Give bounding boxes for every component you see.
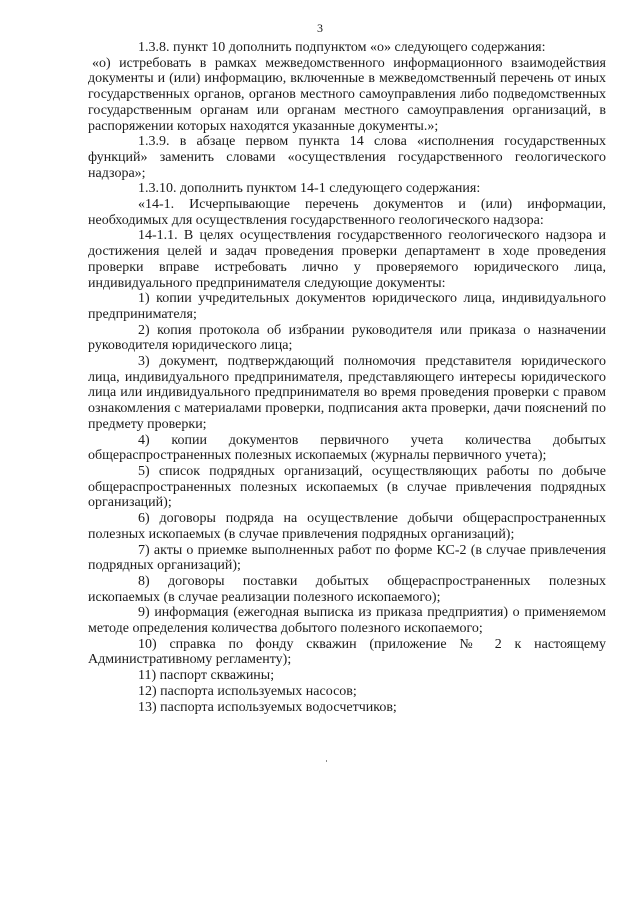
paragraph-subitem-o: «о) истребовать в рамках межведомственного информационного взаимодействия документы и (или) информацию, включенные в межведомственный перечень от иных государственных органов, органов местного самоуправления либо подведомственных государственным органам или органам местного самоуправления организаций, в распоряжении которых находятся указанные документы.»; [88,55,606,134]
page-number: 3 [317,21,323,35]
list-item-4: 4) копии документов первичного учета количества добытых общераспространенных полезных ископаемых (журналы первичного учета); [88,432,606,464]
scan-artifact [326,760,327,762]
list-item-7: 7) акты о приемке выполненных работ по форме КС-2 (в случае привлечения подрядных организаций); [88,542,606,574]
document-body [88,40,606,715]
list-item-3: 3) документ, подтверждающий полномочия представителя юридического лица, индивидуального предпринимателя, представляющего интересы юридического лица или индивидуального предпринимателя во время проведения проверки с правом ознакомления с материалами проверки, подписания акта проверки, дачи пояснений по предмету проверки; [88,354,606,432]
list-item-6: 6) договоры подряда на осуществление добычи общераспространенных полезных ископаемых (в случае привлечения подрядных организаций); [88,511,606,542]
paragraph-1-3-8: 1.3.8. пункт 10 дополнить подпунктом «о» следующего содержания: [138,40,546,55]
paragraph-1-3-9: 1.3.9. в абзаце первом пункта 14 слова «исполнения государственных функций» заменить словами «осуществления государственного геологического надзора»; [88,134,606,181]
list-item-8: 8) договоры поставки добытых общераспространенных полезных ископаемых (в случае реализации полезного ископаемого); [88,573,606,605]
list-item-1: 1) копии учредительных документов юридического лица, индивидуального предпринимателя; [88,291,606,322]
paragraph-14-1: «14-1. Исчерпывающие перечень документов и (или) информации, необходимых для осуществления государственного геологического надзора: [88,197,606,228]
list-item-5: 5) список подрядных организаций, осуществляющих работы по добыче общераспространенных полезных ископаемых (в случае привлечения подрядных организаций); [88,463,606,511]
list-item-13: 13) паспорта используемых водосчетчиков; [138,699,397,715]
list-item-12: 12) паспорта используемых насосов; [138,683,357,699]
paragraph-1-3-10: 1.3.10. дополнить пунктом 14-1 следующего содержания: [138,181,481,197]
list-item-9: 9) информация (ежегодная выписка из приказа предприятия) о применяемом методе определения количества добытого полезного ископаемого; [88,605,606,637]
paragraph-14-1-1: 14-1.1. В целях осуществления государственного геологического надзора и достижения целей и задач проведения проверки департамент в ходе проведения проверки вправе истребовать лично у проверяемого юридического лица, индивидуального предпринимателя следующие документы: [88,228,606,291]
list-item-2: 2) копия протокола об избрании руководителя или приказа о назначении руководителя юридического лица; [88,322,606,354]
list-item-10: 10) справка по фонду скважин (приложение № 2 к настоящему Административному регламенту); [88,636,606,668]
list-item-11: 11) паспорт скважины; [138,668,275,684]
